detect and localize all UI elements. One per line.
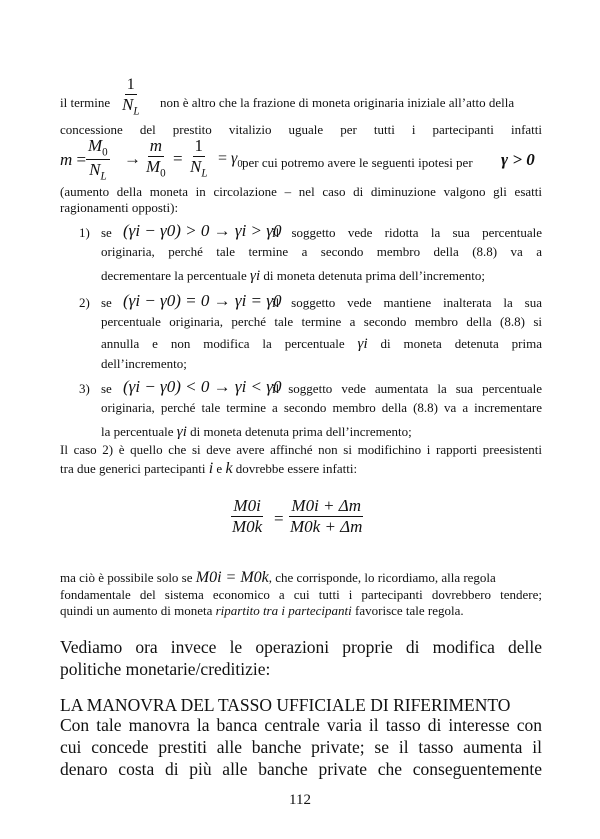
fraction-numerator: M0i: [233, 496, 261, 515]
condition-gamma-positive: γ > 0: [501, 150, 535, 169]
para5-line2: cui concede prestiti alle banche private; se il tasso aumenta il: [60, 737, 542, 757]
para3-line1-post: , che corrisponde, lo ricordiamo, alla regola: [268, 570, 496, 585]
var-gamma-i: γi: [357, 336, 368, 352]
item-line4: dell’incremento;: [101, 356, 187, 371]
var-k: k: [225, 460, 233, 477]
fraction-denominator: [87, 160, 109, 183]
fraction-numerator: [86, 136, 110, 160]
var-i: i: [208, 460, 214, 477]
section-heading: LA MANOVRA DEL TASSO UFFICIALE DI RIFERIMENTO: [60, 695, 511, 715]
para1-line1: [60, 76, 542, 120]
fraction-numerator: M0i + Δm: [291, 496, 362, 515]
equals-sign: =: [274, 509, 284, 528]
var-gamma-i: γi: [176, 424, 187, 440]
para3-line1-pre: ma ciò è possibile solo se: [60, 570, 193, 585]
item-line3: [101, 423, 542, 442]
var-N: N: [89, 160, 101, 180]
fraction-numerator: 1: [194, 136, 203, 155]
item-line2: originaria, perché tale termine a secondo membro della (8.8) va a incrementare: [101, 400, 542, 415]
item-line3-pre: la percentuale: [101, 424, 174, 439]
condition-M0i-equals-M0k: M0i = M0k: [195, 569, 269, 586]
para5-line3: denaro costa di più alle banche private che conseguentemente: [60, 759, 542, 779]
item-line3-post: di moneta detenuta prima dell’incremento;: [263, 268, 486, 283]
fraction-denominator: [120, 95, 142, 118]
fraction-M0-over-NL: [86, 136, 110, 183]
fraction-denominator: M0k + Δm: [290, 516, 363, 536]
fraction-denominator: [144, 157, 168, 180]
para1-line4: (aumento della moneta in circolazione – nel caso di diminuzione valgono gli esatti: [60, 184, 542, 199]
fraction-1-over-NL: [120, 76, 142, 118]
para3-line3-pre: quindi un aumento di moneta: [60, 603, 213, 618]
para1-line2: concessione del prestito vitalizio uguale per tutti i partecipanti infatti: [60, 122, 542, 137]
item-line1-text: il soggetto vede mantiene inalterata la sua: [272, 295, 542, 310]
para2-line2: [60, 459, 542, 479]
item-line3-post: di moneta detenuta prima: [380, 336, 543, 351]
para4-line2: politiche monetarie/creditizie:: [60, 659, 271, 679]
fraction-denominator: M0k: [232, 516, 263, 536]
var-N: N: [122, 95, 134, 115]
var-M: M: [88, 136, 103, 155]
sub-L: L: [100, 170, 107, 183]
emphasis-ripartito: ripartito tra i partecipanti: [215, 603, 352, 618]
text-per-cui: per cui potremo avere le seguenti ipotesi per: [242, 155, 473, 170]
para2-line1: Il caso 2) è quello che si deve avere affinché non si modifichino i rapporti preesistenti: [60, 442, 542, 457]
para2-line2-post: dovrebbe essere infatti:: [235, 461, 358, 476]
var-m: m: [60, 150, 73, 169]
item-se: se: [101, 295, 112, 310]
item-line3-pre: annulla e non modifica la percentuale: [101, 336, 345, 351]
para2-line2-pre: tra due generici partecipanti: [60, 461, 206, 476]
arrow-icon: →: [124, 149, 141, 168]
item-line2: percentuale originaria, perché tale termine a secondo membro della (8.8) si: [101, 314, 542, 329]
sub-L: L: [201, 166, 208, 179]
text-line1-suffix: non è altro che la frazione di moneta originaria iniziale all’atto della: [160, 95, 515, 110]
item-line3-post: di moneta detenuta prima dell’incremento;: [190, 424, 412, 439]
fraction-denominator: [188, 157, 210, 180]
para5-line1: Con tale manovra la banca centrale varia il tasso di interesse con: [60, 715, 542, 735]
item-line1-text: il soggetto vede aumentata la sua percentuale: [272, 381, 542, 396]
item-line2: originaria, perché tale termine a secondo membro della (8.8) va a: [101, 244, 542, 259]
item-line3-pre: decrementare la percentuale: [101, 268, 247, 283]
item-number: 3): [79, 381, 90, 396]
equation-m-equals: m =: [60, 150, 87, 169]
equals-sign: =: [173, 149, 183, 168]
centered-equation: [230, 496, 390, 548]
item-line1-text: il soggetto vede ridotta la sua percentuale: [272, 225, 542, 240]
var-gamma: γ: [231, 150, 238, 167]
item-se: se: [101, 381, 112, 396]
item-line3: [101, 267, 542, 286]
fraction-rhs: [288, 496, 364, 536]
list-item: [79, 218, 542, 290]
text-il-termine: il termine: [60, 95, 111, 110]
fraction-lhs: [230, 496, 264, 536]
sub-L: L: [133, 105, 140, 118]
para3-line1: [60, 568, 542, 588]
item-formula: (γi − γ0) < 0 → γi < γ0: [123, 377, 282, 396]
para1-equation-line: [60, 136, 542, 182]
var-gamma-i: γi: [250, 268, 261, 284]
item-formula: (γi − γ0) = 0 → γi = γ0: [123, 291, 282, 310]
para3-line3: [60, 603, 542, 619]
fraction-m-over-M0: [144, 136, 168, 180]
list-item: [79, 288, 542, 374]
sub-0: 0: [102, 146, 108, 159]
sub-0: 0: [160, 166, 166, 179]
para3-line3-post: favorisce tale regola.: [355, 603, 464, 618]
var-N: N: [190, 156, 202, 176]
sub-0: 0: [237, 159, 243, 171]
page-number: 112: [289, 792, 311, 808]
fraction-numerator: 1: [125, 76, 137, 95]
list-item: [79, 374, 542, 446]
fraction-numerator: m: [149, 136, 162, 155]
text-e: e: [216, 461, 223, 476]
item-se: se: [101, 225, 112, 240]
equals-gamma0: = $\gamma_0$: [218, 150, 243, 171]
fraction-1-over-NL-2: [188, 136, 210, 180]
var-M: M: [146, 156, 161, 176]
item-line3: [101, 335, 542, 354]
item-number: 1): [79, 225, 90, 240]
item-number: 2): [79, 295, 90, 310]
para3-line2: fondamentale del sistema economico a cui tutti i partecipanti dovrebbero tendere;: [60, 587, 542, 602]
para4-line1: Vediamo ora invece le operazioni proprie di modifica delle: [60, 637, 542, 657]
para1-line5: ragionamenti opposti):: [60, 200, 179, 215]
item-formula: (γi − γ0) > 0 → γi > γ0: [123, 221, 282, 240]
